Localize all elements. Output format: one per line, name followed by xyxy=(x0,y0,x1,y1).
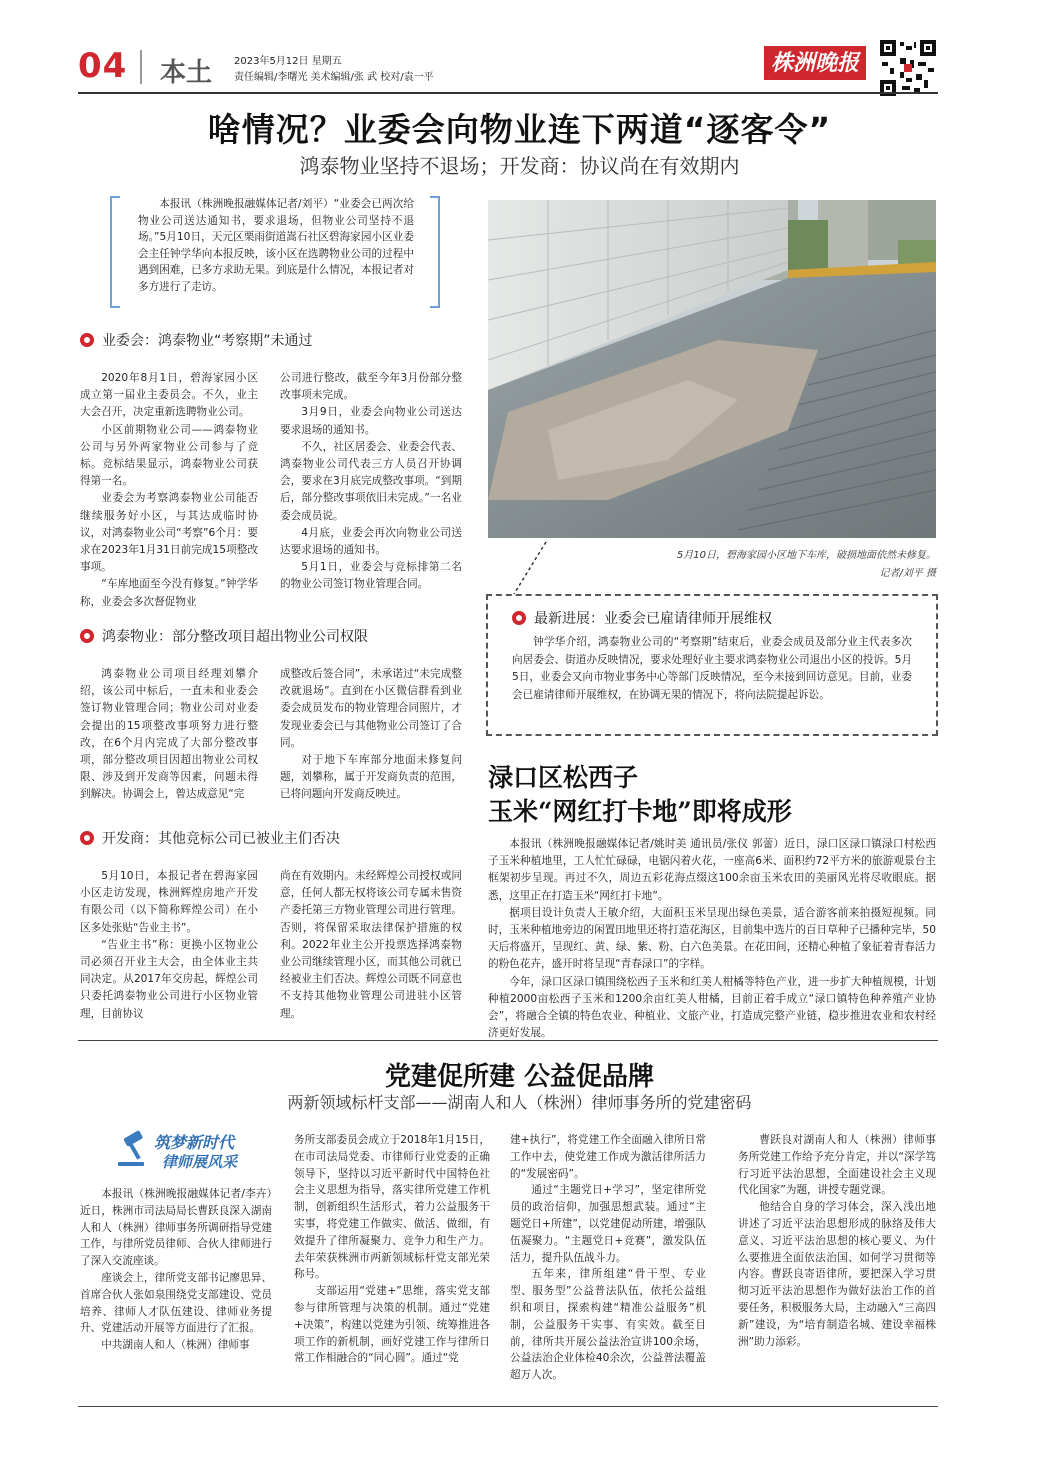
headline: 啥情况？业委会向物业连下两道“逐客令” xyxy=(207,110,832,149)
bullet-icon xyxy=(80,333,94,347)
header-divider xyxy=(140,50,142,84)
subheadline: 鸿泰物业坚持不退场；开发商：协议尚在有效期内 xyxy=(299,154,740,178)
section2-column1: 鸿泰物业公司项目经理刘攀介绍，该公司中标后，一直未和业委会签订物业管理合同；物业公司对业委会提出的15项整改事项努力进行整改，在6个月内完成了大部分整改事项，部分整改项目因超出物业公司权限、涉及到开发商等因素，问题未得到解决。协调会上，曾达成意见“完 xyxy=(80,668,258,801)
newspaper-logo: 株洲晚报 xyxy=(764,46,866,80)
column-badge xyxy=(110,1126,260,1172)
article2-title-line2: 玉米“网红打卡地”即将成形 xyxy=(488,797,792,826)
latest-progress-text: 钟学华介绍，鸿泰物业公司的“考察期”结束后，业委会成员及部分业主代表多次向居委会、街道办反映情况，要求处理好业主要求鸿泰物业公司退出小区的投诉。5月5日，业委会又向市物业事务中心等部门反映情况，至今未接到回访意见。目前，业委会已雇请律师开展维权，在协调无果的情况下，将向法院提起诉讼。 xyxy=(512,636,912,701)
photo-caption: 5月10日，碧海家园小区地下车库，破损地面依然未修复。 xyxy=(676,550,936,561)
editor-credits: 责任编辑/李曙光 美术编辑/张 武 校对/袁一平 xyxy=(234,72,434,83)
article3-subtitle: 两新领域标杆支部——湖南人和人（株洲）律师事务所的党建密码 xyxy=(287,1093,752,1112)
article3-title: 党建促所建 公益促品牌 xyxy=(384,1062,655,1092)
badge-line2: 律师展风采 xyxy=(162,1153,238,1171)
qr-code-icon xyxy=(880,40,936,96)
section-heading-property: 鸿泰物业：部分整改项目超出物业公司权限 xyxy=(80,626,368,646)
section3-column2: 尚在有效期内。未经辉煌公司授权或同意，任何人都无权将该公司专属未售资产委托第三方物业管理公司进行管理。否则，将保留采取法律保护措施的权利。2022年业主公开投票选择鸿泰物业公司继续管理小区，而其他公司就已经被业主们否决。辉煌公司既不同意也不支持其他物业管理公司进驻小区管理。 xyxy=(280,870,462,1020)
footer-rule xyxy=(78,1406,938,1407)
bullet-icon xyxy=(80,831,94,845)
page-number: 04 xyxy=(78,46,128,86)
photo-credit: 记者/刘平 摄 xyxy=(879,568,936,579)
bullet-icon xyxy=(512,611,526,625)
callout-pointer xyxy=(496,540,556,596)
article2-body: 本报讯（株洲晚报融媒体记者/姚时美 通讯员/张仪 郭蕾）近日，渌口区渌口镇渌口村松西子玉米种植地里，工人忙忙碌碌，电锯闪着火花，一座高6米、面积约72平方米的旅游观景台主框架初步呈现。再过不久，周边五彩花海点缀这100余亩玉米农田的美丽风光将尽收眼底。据悉，这里正在打造玉米“网红打卡地”。 据项目设计负责人王敏介绍，大面积玉米呈现出绿色美景，适合游客前来拍摄短视频。同时，玉米种植地旁边的闲置田地里还将打造花海区，目前集中选片的百日草种子已播种完毕，50天后将盛开，呈现红、黄、绿、紫、粉、白六色美景。在花田间，还精心种植了象征着青春活力的粉色花卉，盛开时将呈现“青春渌口”的字样。 今年，渌口区渌口镇围绕松西子玉米和红美人柑橘等特色产业，进一步扩大种植规模，计划种植2000亩松西子玉米和1200余亩红美人柑橘，目前正着手成立“渌口镇特色种养殖产业协会”，将融合全镇的特色农业、种植业、文旅产业，打造成完整产业链，稳步推进农业和农村经济更好发展。 xyxy=(488,838,936,1040)
badge-line1: 筑梦新时代 xyxy=(154,1133,235,1152)
article3-column2: 务所支部委员会成立于2018年1月15日，在市司法局党委、市律师行业党委的正确领导下，坚持以习近平新时代中国特色社会主义思想为指导，落实律所党建工作机制，创新组织生活形式，着力公益服务干实事，将党建工作做实、做活、做细，有效提升了律所凝聚力、竞争力和生产力。去年荣获株洲市两新领域标杆党支部光荣称号。 支部运用“党建+”思维，落实党支部参与律所管理与决策的机制。通过“党建+决策”，构建以党建为引领、统筹推进各项工作的新机制，画好党建工作与律所日常工作相融合的“同心圆”。通过“党 xyxy=(294,1134,490,1365)
article2-title-line1: 渌口区松西子 xyxy=(488,763,639,792)
section-heading-committee: 业委会：鸿泰物业“考察期”未通过 xyxy=(80,330,313,350)
gavel-icon xyxy=(116,1130,152,1168)
section1-column1: 2020年8月1日，碧海家园小区成立第一届业主委员会。不久，业主大会召开，决定重新选聘物业公司。 小区前期物业公司——鸿泰物业公司与另外两家物业公司参与了竞标。竞标结果显示，鸿泰物业公司获得第一名。 业委会为考察鸿泰物业公司能否继续服务好小区，与其达成临时协议，对鸿泰物业公司“考察”6个月：要求在2023年1月31日前完成15项整改事项。 “车库地面至今没有修复。”钟学华称，业委会多次督促物业 xyxy=(80,372,258,608)
garage-ramp-photo xyxy=(488,200,936,538)
article3-column1: 本报讯（株洲晚报融媒体记者/李卉）近日，株洲市司法局局长曹跃良深入湖南人和人（株洲）律师事务所调研指导党建工作，与律所党员律师、合伙人律师进行了深入交流座谈。 座谈会上，律所党支部书记廖思异、首席合伙人张如泉围绕党支部建设、党员培养、律师人才队伍建设、律师业务提升、党建活动开展等方面进行了汇报。 中共湖南人和人（株洲）律师事 xyxy=(80,1188,272,1352)
issue-date: 2023年5月12日 星期五 xyxy=(234,56,342,67)
header-rule xyxy=(78,92,938,94)
article3-column4: 曹跃良对湖南人和人（株洲）律师事务所党建工作给予充分肯定，并以“深学笃行习近平法治思想，全面建设社会主义现代化国家”为题，讲授专题党课。 他结合自身的学习体会，深入浅出地讲述了习近平法治思想形成的脉络及伟大意义、习近平法治思想的核心要义、为什么要推进全面依法治国、如何学习贯彻等内容。曹跃良寄语律所，要把深入学习贯彻习近平法治思想作为做好法治工作的首要任务，积极服务大局，主动融入“三高四新”建设，为“培育制造名城、建设幸福株洲”助力添彩。 xyxy=(738,1134,936,1348)
section-heading-developer: 开发商：其他竞标公司已被业主们否决 xyxy=(80,828,340,848)
section1-column2: 公司进行整改，截至今年3月份部分整改事项未完成。 3月9日，业委会向物业公司送达要求退场的通知书。 不久，社区居委会、业委会代表、鸿泰物业公司代表三方人员召开协调会，要求在3月底完成整改事项。“到期后，部分整改事项依旧未完成。”一名业委会成员说。 4月底，业委会再次向物业公司送达要求退场的通知书。 5月1日，业委会与竞标排第二名的物业公司签订物业管理合同。 xyxy=(280,372,462,591)
section2-column2: 成整改后签合同”，未承诺过“未完成整改就退场”。直到在小区微信群看到业委会成员发布的物业管理合同照片，才发现业委会已与其他物业公司签订了合同。 对于地下车库部分地面未修复问题，刘攀称，属于开发商负责的范围，已将问题向开发商反映过。 xyxy=(280,668,462,801)
article-divider xyxy=(78,1040,938,1041)
section3-column1: 5月10日，本报记者在碧海家园小区走访发现，株洲辉煌房地产开发有限公司（以下简称辉煌公司）在小区多处张贴“告业主书”。 “告业主书”称：更换小区物业公司必须召开业主大会，由全体业主共同决定。从2017年交房起，辉煌公司只委托鸿泰物业公司进行小区物业管理，目前协议 xyxy=(80,870,258,1020)
bullet-icon xyxy=(80,629,94,643)
article3-column3: 建+执行”，将党建工作全面融入律所日常工作中去，使党建工作成为激活律所活力的“发展密码”。 通过“主题党日+学习”，坚定律所党员的政治信仰，加强思想武装。通过“主题党日+所建”，以党建促动所建，增强队伍凝聚力。“主题党日+竞赛”，激发队伍活力，提升队伍战斗力。 五年来，律所组建“骨干型、专业型、服务型”公益普法队伍，依托公益组织和项目，探索构建“精准公益服务”机制，公益服务干实事、有实效。截至目前，律所共开展公益法治宣讲100余场，公益法治企业体检40余次，公益普法覆盖超万人次。 xyxy=(510,1134,706,1382)
section-heading-latest: 最新进展：业委会已雇请律师开展维权 xyxy=(512,608,772,628)
lead-paragraph: 本报讯（株洲晚报融媒体记者/刘平）“业委会已两次给物业公司送达通知书，要求退场，但物业公司坚持不退场。”5月10日，天元区栗雨街道嵩石社区碧海家园小区业委会主任钟学华向本报反映，该小区在选聘物业公司的过程中遇到困难，已多方求助无果。到底是什么情况，本报记者对多方进行了走访。 xyxy=(138,198,414,293)
section-name: 本土 xyxy=(160,58,213,88)
